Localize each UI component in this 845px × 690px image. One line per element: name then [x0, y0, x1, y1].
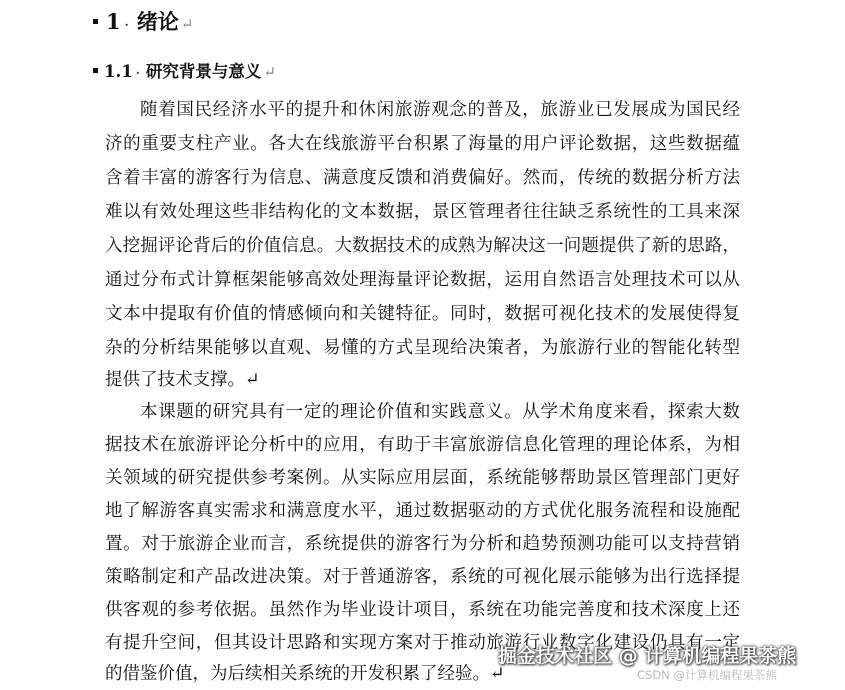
paragraph-line: 据技术在旅游评论分析中的应用，有助于丰富旅游信息化管理的理论体系，为相 — [105, 435, 740, 455]
paragraph-line: 关领域的研究提供参考案例。从实际应用层面，系统能够帮助景区管理部门更好 — [105, 468, 740, 488]
paragraph-line: 含着丰富的游客行为信息、满意度反馈和消费偏好。然而，传统的数据分析方法 — [105, 168, 740, 188]
heading-level-1 — [93, 6, 193, 36]
heading-number: 1.1 — [104, 62, 133, 81]
paragraph-line: 随着国民经济水平的提升和休闲旅游观念的普及，旅游业已发展成为国民经 — [140, 100, 740, 120]
heading-level-2 — [93, 58, 276, 82]
paragraph-line: 地了解游客真实需求和满意度水平，通过数据驱动的方式优化服务流程和设施配 — [105, 501, 740, 521]
paragraph-line: 置。对于旅游企业而言，系统提供的游客行为分析和趋势预测功能可以支持营销 — [105, 534, 740, 554]
heading-separator-dot: · — [135, 66, 140, 80]
heading-title: 研究背景与意义 — [145, 62, 262, 81]
watermark-juejin: 掘金技术社区 @ 计算机编程果茶熊 — [498, 645, 797, 667]
paragraph-mark-icon: ↵ — [263, 63, 276, 81]
heading-number: 1 — [106, 9, 121, 34]
paragraph-line: 通过分布式计算框架能够高效处理海量评论数据，运用自然语言处理技术可以从 — [105, 270, 740, 290]
paragraph-line: 难以有效处理这些非结构化的文本数据，景区管理者往往缺乏系统性的工具来深 — [105, 202, 740, 222]
paragraph-line: 杂的分析结果能够以直观、易懂的方式呈现给决策者，为旅游行业的智能化转型 — [105, 338, 740, 358]
watermark-csdn: CSDN @计算机编程果茶熊 — [637, 668, 777, 682]
paragraph-line: 策略制定和产品改进决策。对于普通游客，系统的可视化展示能够为出行选择提 — [105, 567, 740, 587]
heading-bullet-marker — [93, 68, 98, 73]
paragraph-line: 文本中提取有价值的情感倾向和关键特征。同时，数据可视化技术的发展使得复 — [105, 304, 740, 324]
heading-bullet-marker — [93, 19, 98, 24]
paragraph-line: 供客观的参考依据。虽然作为毕业设计项目，系统在功能完善度和技术深度上还 — [105, 600, 740, 620]
paragraph-line: 提供了技术支撑。↵ — [105, 370, 260, 390]
paragraph-line: 济的重要支柱产业。各大在线旅游平台积累了海量的用户评论数据，这些数据蕴 — [105, 134, 740, 154]
paragraph-line: 的借鉴价值，为后续相关系统的开发积累了经验。↵ — [105, 664, 505, 684]
paragraph-line: 本课题的研究具有一定的理论价值和实践意义。从学术角度来看，探索大数 — [140, 402, 740, 422]
paragraph-mark-icon: ↵ — [180, 15, 194, 33]
heading-title: 绪论 — [136, 9, 179, 34]
paragraph-line: 入挖掘评论背后的价值信息。大数据技术的成熟为解决这一问题提供了新的思路， — [105, 236, 740, 256]
paragraph-line: 有提升空间，但其设计思路和实现方案对于推动旅游行业数字化建设仍具有一定 — [105, 633, 740, 653]
heading-separator-dot: · — [124, 18, 129, 32]
